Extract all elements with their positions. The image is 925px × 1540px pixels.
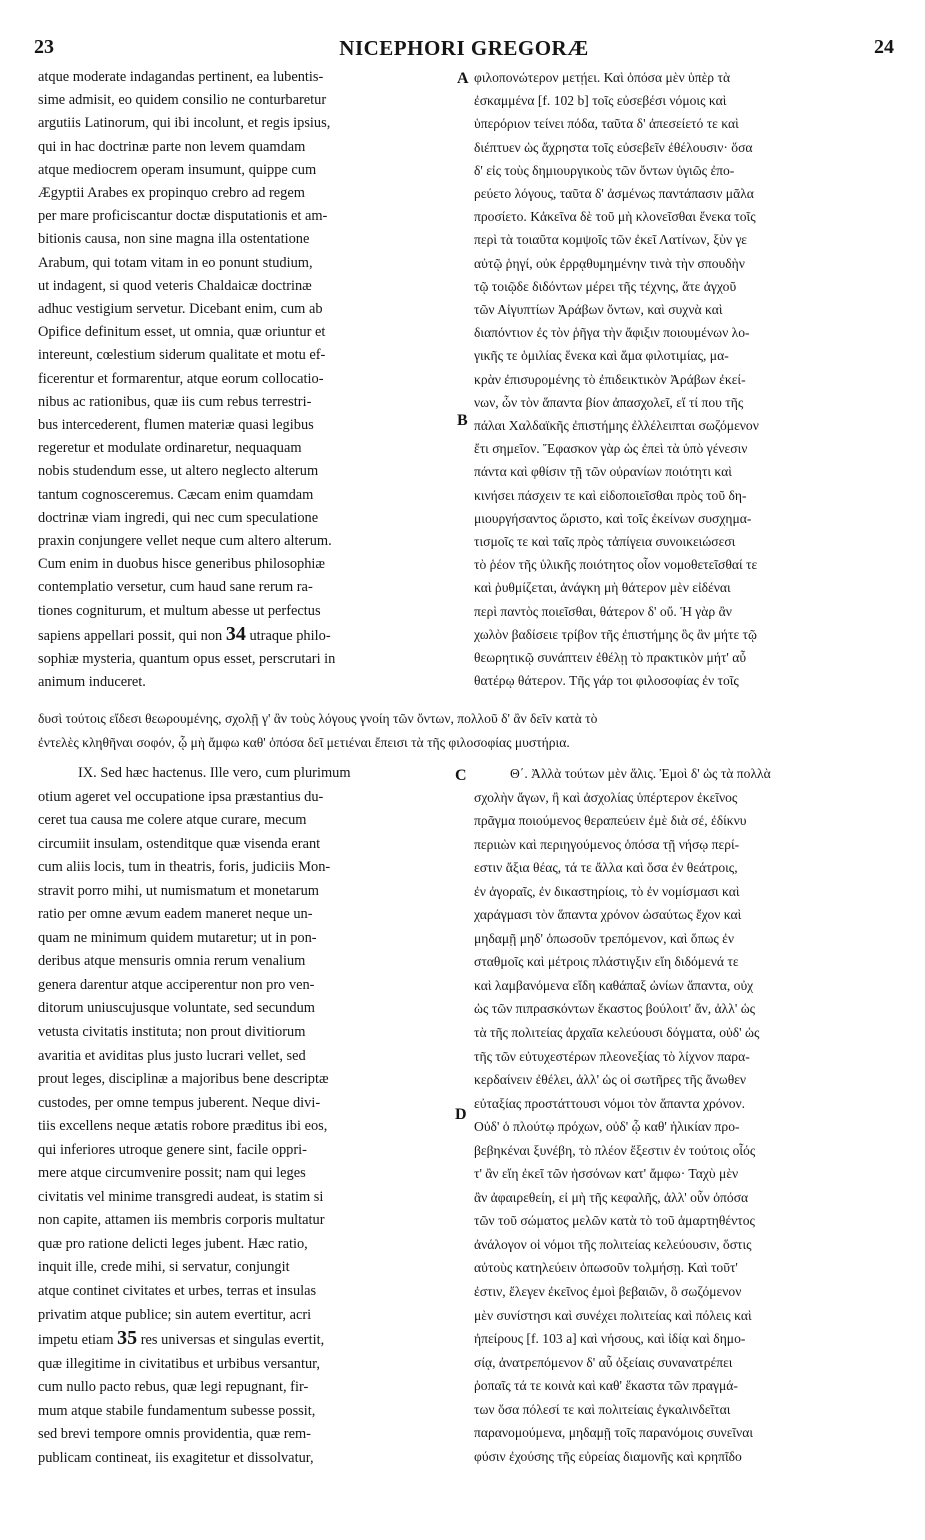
latin-line: doctrinæ viam ingredi, qui nec cum speculatione <box>38 509 319 526</box>
latin-line: tantum cognosceremus. Cæcam enim quamdam <box>38 486 314 503</box>
latin-line: circumiit insulam, ostenditque quæ visenda erant <box>38 835 321 852</box>
greek-line: μηδαμῇ μηδ' ὁπωσοῦν τρεπόμενον, καὶ ὅπως ἐν <box>474 930 735 946</box>
latin-line: otium ageret vel occupatione ipsa præstantius du- <box>38 788 324 805</box>
greek-line: τισμοῖς τε καὶ ταῖς πρὸς τἀπίγεια συνοικειώσεσι <box>474 534 736 550</box>
latin-line: praxin conjungere vellet neque cum altero alterum. <box>38 533 332 550</box>
running-header <box>34 36 894 66</box>
greek-line: μιουργήσαντος ὥριστο, καὶ τοῖς ἐκείνων συσχημα- <box>474 510 752 526</box>
page-number-right: 24 <box>874 36 894 58</box>
latin-line: Arabum, qui totam vitam in eo ponunt studium, <box>38 254 313 271</box>
latin-line: atque moderate indagandas pertinent, ea lubentis- <box>38 69 324 85</box>
latin-line: Opifice definitum esset, ut omnia, quæ oriuntur et <box>38 324 326 341</box>
greek-line: κινήσει πάσχειν τε καὶ εἰδοποιεῖσθαι πρὸς τοῦ δη- <box>474 487 747 503</box>
latin-line: avaritia et aviditas plus justo lucrari vellet, sed <box>38 1047 306 1064</box>
latin-line: atque continet civitates et urbes, terras et insulas <box>38 1283 317 1300</box>
latin-line: IX. Sed hæc hactenus. Ille vero, cum plurimum <box>78 765 351 781</box>
greek-line: κερδαίνειν ἐθέλει, ἀλλ' ὡς οἱ σωτῆρες τῆς ἄνωθεν <box>474 1072 747 1088</box>
latin-line: ut indagent, si quod veteris Chaldaicæ doctrinæ <box>38 277 312 294</box>
latin-line-text: impetu etiam <box>38 1332 114 1349</box>
greek-line: δ' εἰς τοὺς δημιουργικοὺς τῶν ὄντων ὑγιῶς ἐπο- <box>474 162 735 178</box>
running-title: NICEPHORI GREGORÆ <box>339 36 589 60</box>
latin-line: bus intercederent, flumen materiæ quasi legibus <box>38 417 314 434</box>
greek-line: τ' ἂν εἴη ἐκεῖ τῶν ἡσσόνων κατ' ἄμφω· Ταχὺ μὲν <box>474 1166 739 1182</box>
margin-marker-a: A <box>457 70 469 87</box>
greek-line: ὑπερόριον τείνει πόδα, ταῦτα δ' ἀπεσείετό τε καὶ <box>474 116 739 132</box>
greek-line: των ὅσα πόλεσί τε καὶ πολιτείαις ἐγκαλινδεῖται <box>474 1401 731 1417</box>
greek-line: διαπόντιον ἐς τὸν ῥῆγα τὴν ἄφιξιν ποιουμένων λο- <box>474 325 750 341</box>
greek-line: πάλαι Χαλδαϊκῆς ἐπιστήμης ἐλλέλειπται σωζόμενον <box>474 418 759 434</box>
latin-line: non capite, attamen iis membris corporis multatur <box>38 1212 325 1229</box>
latin-line: ceret tua causa me colere atque curare, mecum <box>38 812 307 829</box>
latin-line: animum induceret. <box>38 674 146 691</box>
latin-line: per mare proficiscantur doctæ disputationis et am- <box>38 208 328 225</box>
greek-line: τὸ ῥέον τῆς ὑλικῆς ποιότητος οἷον νομοθετεῖσθαί τε <box>474 557 758 573</box>
latin-column-top <box>38 66 452 694</box>
latin-line: Cum enim in duobus hisce generibus philosophiæ <box>38 556 325 573</box>
latin-line: qui inferiores utroque genere sint, facile oppri- <box>38 1141 307 1158</box>
latin-line: ficerentur et formarentur, atque eorum collocatio- <box>38 370 324 387</box>
latin-line: sophiæ mysteria, quantum opus esset, perscrutari in <box>38 651 336 668</box>
margin-marker-c: C <box>455 767 467 784</box>
latin-line: adhuc vestigium servetur. Dicebant enim, cum ab <box>38 301 323 318</box>
latin-line: cum aliis locis, tum in theatris, foris, judiciis Mon- <box>38 859 331 876</box>
latin-line-with-edition-number <box>38 1327 452 1353</box>
greek-line: μὲν συνίστησι καὶ συνέχει πολιτείας καὶ πόλεις καὶ <box>474 1307 752 1323</box>
greek-line: τῷ τοιῷδε διδόντων μέρει τῆς τέχνης, ἅτε ἀγχοῦ <box>474 278 737 294</box>
latin-line: prout leges, disciplinæ a majoribus bene descriptæ <box>38 1071 329 1088</box>
greek-line: προσίετο. Κἀκεῖνα δὲ τοῦ μὴ κλονεῖσθαι ἕνεκα τοῖς <box>474 209 756 225</box>
latin-line: bitionis causa, non sine magna illa ostentatione <box>38 231 310 248</box>
latin-line: stravit porro mihi, ut numismatum et monetarum <box>38 882 319 899</box>
edition-page-number: 35 <box>117 1327 138 1350</box>
latin-line-with-edition-number <box>38 623 452 648</box>
greek-line: τῶν τοῦ σώματος μελῶν κατὰ τὸ τοῦ ἁμαρτηθέντος <box>474 1213 755 1229</box>
greek-span-line: ἐντελὲς κληθῆναι σοφόν, ᾧ μὴ ἄμφω καθ' ὁπόσα δεῖ μετιέναι ἔπεισι τὰ τῆς φιλοσοφίας μυστήρια. <box>38 735 570 750</box>
latin-line: Ægyptii Arabes ex propinquo crebro ad regem <box>38 185 305 202</box>
latin-line: ditorum uniuscujusque voluntate, sed secundum <box>38 1000 315 1017</box>
greek-line: ὡς τῶν πιπρασκόντων ἕκαστος βούλοιτ' ἄν, ἀλλ' ὡς <box>474 1001 756 1017</box>
latin-line-text: sapiens appellari possit, qui non <box>38 627 223 644</box>
greek-line: φιλοπονώτερον μετῄει. Καὶ ὁπόσα μὲν ὑπὲρ τὰ <box>474 70 731 85</box>
greek-line: σταθμοῖς καὶ μέτροις πλάστιγξιν εἴη διδόμενά τε <box>474 954 739 970</box>
greek-line: περὶ παντὸς ποιεῖσθαι, θάτερον δ' οὔ. Ἡ γὰρ ἂν <box>474 603 732 619</box>
greek-line: Οὐδ' ὁ πλούτῳ πρόχων, οὐδ' ᾧ καθ' ἡλικίαν προ- <box>474 1119 740 1135</box>
greek-line: σχολὴν ἄγων, ἢ καὶ ἀσχολίας ὑπέρτερον ἐκεῖνος <box>474 789 738 805</box>
greek-line: χαράγμασι τὸν ἅπαντα χρόνον ὡσαύτως ἔχον καὶ <box>474 907 742 923</box>
latin-line-text: res universas et singulas evertit, <box>140 1332 325 1349</box>
latin-line: genera darentur atque acciperentur non pro ven- <box>38 976 315 993</box>
latin-line: nobis studendum esse, ut altero neglecto alterum <box>38 463 319 480</box>
latin-line: deribus atque mensuris omnia rerum venalium <box>38 953 306 970</box>
greek-line: βεβηκέναι ξυνέβη, τὸ πλέον ἔξεστιν ἐν τούτοις οἷός <box>474 1142 756 1158</box>
latin-line: regeretur et modulate ordinaretur, nequaquam <box>38 440 302 457</box>
latin-line: cum nullo pacto rebus, quæ legi repugnant, fir- <box>38 1379 309 1396</box>
greek-line: καὶ λαμβανόμενα εἴδη καθάπαξ ὠνίων ἅπαντα, οὐχ <box>474 977 754 993</box>
greek-line: αὐτῷ ῥηγί, οὐκ ἐρρᾳθυμημένην τινὰ τὴν σπουδὴν <box>474 255 745 271</box>
latin-line: privatim atque publice; sin autem evertitur, acri <box>38 1306 312 1323</box>
greek-line: ἠπείρους [f. 103 a] καὶ νήσους, καὶ ἰδίᾳ καὶ δημο- <box>474 1331 746 1347</box>
latin-line: inquit ille, crede mihi, si servatur, conjungit <box>38 1259 290 1276</box>
greek-line: εὐταξίας προστάττουσι νόμοι τὸν ἅπαντα χρόνον. <box>474 1095 746 1111</box>
greek-column-top <box>474 66 894 692</box>
greek-line: θεωρητικῷ συνάπτειν ἐθέλῃ τὸ πρακτικὸν μήτ' αὖ <box>474 650 747 666</box>
greek-line: αὐτοὺς κατηλεύειν ὁπωσοῦν τολμήσῃ. Καὶ τοῦτ' <box>474 1260 738 1276</box>
latin-line: atque mediocrem operam insumunt, quippe cum <box>38 161 317 178</box>
latin-line: quæ pro ratione delicti leges jubent. Hæc ratio, <box>38 1235 308 1252</box>
greek-line: θατέρῳ θάτερον. Τῆς γάρ τοι φιλοσοφίας ἐν τοῖς <box>474 673 739 689</box>
latin-line: mere atque circumvenire possit; nam qui leges <box>38 1165 306 1182</box>
latin-line: publicam contineat, iis exagitetur et dissolvatur, <box>38 1449 314 1466</box>
greek-line: τῆς τῶν εὐτυχεστέρων πλεονεξίας τὸ λίχνον παρα- <box>474 1048 750 1064</box>
greek-line: γικῆς τε ὁμιλίας ἕνεκα καὶ ἅμα φιλοτιμίας, μα- <box>474 348 729 364</box>
greek-line: Θ΄. Ἀλλὰ τούτων μὲν ἅλις. Ἐμοὶ δ' ὡς τὰ πολλὰ <box>510 766 771 781</box>
page-number-left: 23 <box>34 36 54 58</box>
greek-line: περὶ τὰ τοιαῦτα κομψοῖς τῶν ἐκεῖ Λατίνων, ξὺν γε <box>474 232 748 248</box>
latin-line: ratio per omne ævum eadem maneret neque un- <box>38 906 313 923</box>
latin-column-bottom <box>38 762 452 1470</box>
latin-line: quam ne minimum quidem mutaretur; ut in pon- <box>38 929 317 946</box>
latin-line-text: utraque philo- <box>249 627 331 644</box>
greek-line: κρὰν ἐπισυρομένης τὸ ἐπιδεικτικὸν Ἀράβων ἐκεί- <box>474 371 746 387</box>
latin-line: sime admisit, eo quidem consilio ne conturbaretur <box>38 92 327 109</box>
greek-line: ῥοπαῖς τά τε κοινὰ καὶ καθ' ἕκαστα τῶν πραγμά- <box>474 1378 738 1394</box>
greek-line: παρανομούμενα, μηδαμῇ τοῖς παρανόμοις συνεῖναι <box>474 1425 753 1441</box>
latin-line: nibus ac rationibus, quæ iis cum rebus terrestri- <box>38 393 312 410</box>
greek-line: ἔτι σημεῖον. Ἔφασκον γὰρ ὡς ἐπεὶ τὰ ὑπὸ γένεσιν <box>474 441 748 457</box>
greek-line: φύσιν ἐχούσης τῆς εὐρείας διαμονῆς καὶ κρηπῖδο <box>474 1448 742 1464</box>
margin-marker-b: B <box>457 412 468 429</box>
latin-line: argutiis Latinorum, qui ibi incolunt, et regis ipsius, <box>38 115 331 132</box>
greek-line: καὶ ῥυθμίζεται, ἀνάγκη μὴ θάτερον μὲν εἰδέναι <box>474 580 731 596</box>
greek-line: νων, ὧν τὸν ἅπαντα βίον ἀπασχολεῖ, εἴ τί που τῆς <box>474 394 744 410</box>
greek-line: εστιν ἄξια θέας, τά τε ἄλλα καὶ ὅσα ἐν θεάτροις, <box>474 860 738 876</box>
greek-column-bottom <box>474 762 894 1468</box>
greek-line: χωλὸν βαδίσειε τρίβον τῆς ἐπιστήμης ὃς ἂν μήτε τῷ <box>474 626 757 642</box>
latin-line: tiones cogniturum, et multum abesse ut perfectus <box>38 602 321 619</box>
latin-line: qui in hac doctrinæ parte non levem quamdam <box>38 138 306 155</box>
greek-line: ἐστιν, ἔλεγεν ἐκεῖνος ἐμοὶ βεβαιῶν, ὃ σωζόμενον <box>474 1284 742 1300</box>
greek-line: περιιὼν καὶ περιηγούμενος ὁπόσα τῇ νήσῳ περί- <box>474 836 740 852</box>
latin-line: quæ illegitime in civitatibus et urbibus versantur, <box>38 1355 320 1372</box>
latin-line: sed brevi tempore omnis providentia, quæ rem- <box>38 1426 311 1443</box>
latin-line: vetusta civitatis instituta; non prout divitiorum <box>38 1024 306 1041</box>
greek-line: ἐσκαμμένα [f. 102 b] τοῖς εὐσεβέσι νόμοις καὶ <box>474 93 727 109</box>
margin-marker-d: D <box>455 1106 467 1123</box>
latin-line: tiis excellens neque ætatis robore præditus ibi eos, <box>38 1118 328 1135</box>
latin-line: contemplatio versetur, cum haud sane rerum ra- <box>38 579 313 596</box>
edition-page-number: 34 <box>225 622 246 645</box>
latin-line: civitatis vel minime transgredi audeat, is statim si <box>38 1188 324 1205</box>
greek-line: ἀνάλογον οἱ νόμοι τῆς πολιτείας κελεύουσιν, ὅστις <box>474 1236 752 1252</box>
greek-line: διέπτυεν ὡς ἄχρηστα τοῖς εὐσεβεῖν ἐθέλουσιν· ὅσα <box>474 139 753 155</box>
greek-line: πάντα καὶ φθίσιν τῇ τῶν οὐρανίων ποιότητι καὶ <box>474 464 732 480</box>
greek-line: ἐν ἀγοραῖς, ἐν δικαστηρίοις, τὸ ἐν νομίσμασι καὶ <box>474 883 740 899</box>
greek-line: σίᾳ, ἀνατρεπόμενον δ' αὖ ὀξείαις συνανατρέπει <box>474 1354 733 1370</box>
greek-line: ἂν ἀφαιρεθείη, εἰ μὴ τῆς κεφαλῆς, ἀλλ' οὖν ὁπόσα <box>474 1189 749 1205</box>
greek-line: πρᾶγμα ποιούμενος θεραπεύειν ἐμὲ διὰ σέ, ἐδίκνυ <box>474 813 747 829</box>
greek-line: τὰ τῆς πολιτείας ἀρχαῖα κελεύουσι δόγματα, οὐδ' ὡς <box>474 1025 760 1041</box>
latin-line: mum atque stabile fundamentum subesse possit, <box>38 1402 316 1419</box>
greek-line: ρεύετο λόγους, ταῦτα δ' ἀσμένως παντάπασιν μᾶλα <box>474 186 754 202</box>
latin-line: custodes, per omne tempus juberent. Neque divi- <box>38 1094 321 1111</box>
greek-line: τῶν Αἰγυπτίων Ἀράβων ὄντων, καὶ συχνὰ καὶ <box>474 302 723 318</box>
greek-span-line: δυσὶ τούτοις εἴδεσι θεωρουμένης, σχολῇ γ' ἂν τοὺς λόγους γνοίη τῶν ὄντων, πολλοῦ δ' ἂν δεῖν κατὰ τὸ <box>38 711 598 726</box>
latin-line: intereunt, cœlestium siderum qualitate et motu ef- <box>38 347 326 364</box>
